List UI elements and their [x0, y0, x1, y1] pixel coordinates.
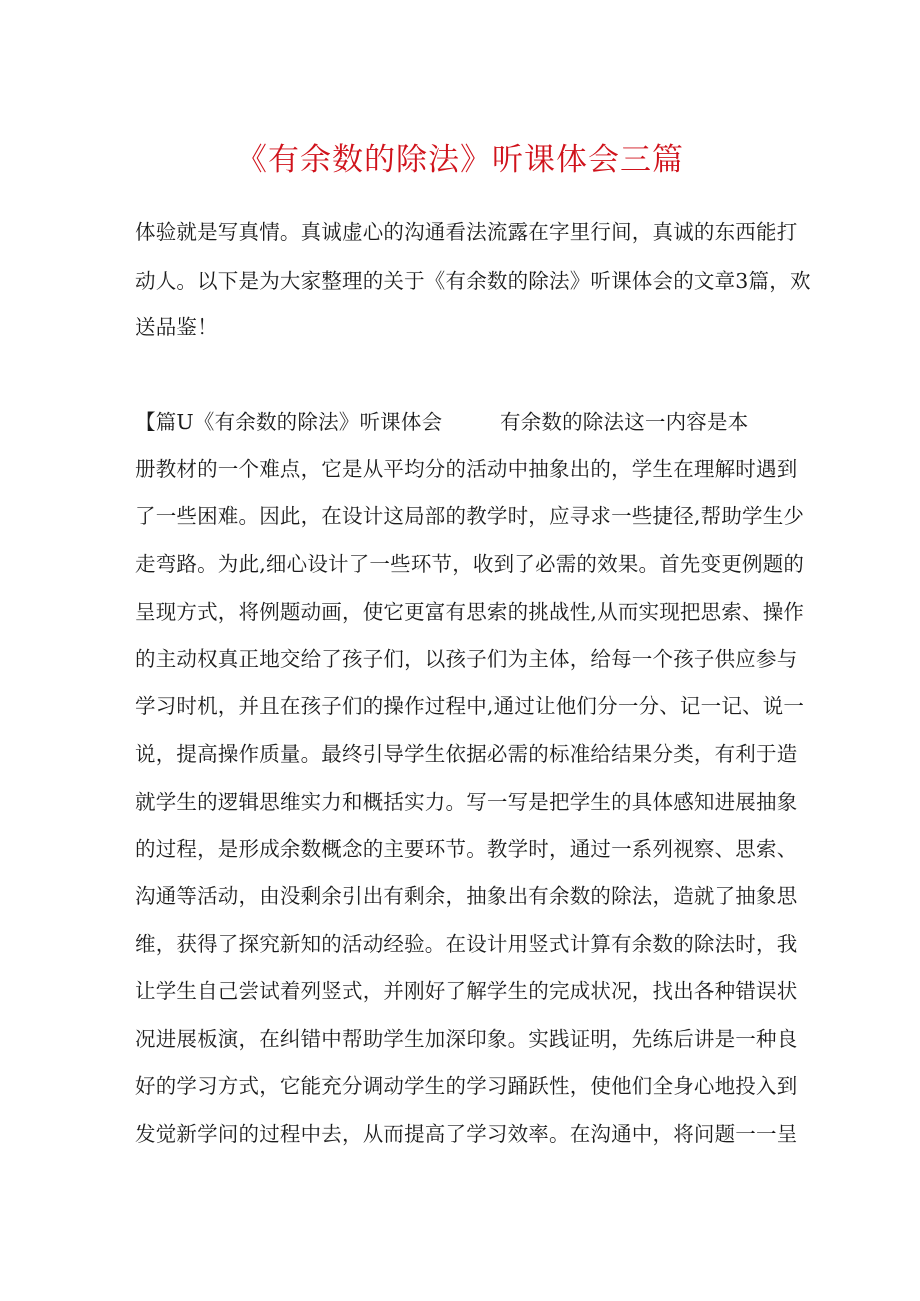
body-line: 维，获得了探究新知的活动经验。在设计用竖式计算有余数的除法时，我 [135, 932, 798, 956]
body-line: 好的学习方式，它能充分调动学生的学习踊跃性，使他们全身心地投入到 [135, 1074, 798, 1098]
body-line: 学习时机，并且在孩子们的操作过程中,通过让他们分一分、记一记、说一 [135, 694, 805, 718]
body-line: 的过程，是形成余数概念的主要环节。教学时，通过一系列视察、思索、 [135, 837, 798, 861]
body-line: 沟通等活动，由没剩余引出有剩余，抽象出有余数的除法，造就了抽象思 [135, 884, 798, 908]
body-line: 让学生自己尝试着列竖式，并刚好了解学生的完成状况，找出各种错误状 [135, 979, 798, 1003]
body-line: 的主动权真正地交给了孩子们，以孩子们为主体，给每一个孩子供应参与 [135, 647, 798, 671]
document-title: 《有余数的除法》听课体会三篇 [236, 142, 684, 178]
intro-line-1: 体验就是写真情。真诚虚心的沟通看法流露在字里行间，真诚的东西能打 [135, 220, 798, 244]
intro-line-3: 送品鉴！ [135, 315, 218, 339]
body-line: 呈现方式，将例题动画，使它更富有思索的挑战性,从而实现把思索、操作 [135, 600, 805, 624]
intro-line-2: 动人。以下是为大家整理的关于《有余数的除法》听课体会的文章3篇，欢 [135, 269, 811, 293]
body-line: 说，提高操作质量。最终引导学生依据必需的标准给结果分类，有利于造 [135, 742, 798, 766]
body-line: 就学生的逻辑思维实力和概括实力。写一写是把学生的具体感知进展抽象 [135, 790, 798, 814]
body-line: 况进展板演，在纠错中帮助学生加深印象。实践证明，先练后讲是一种良 [135, 1027, 798, 1051]
section-first-line-tail: 有余数的除法这一内容是本 [500, 410, 749, 434]
body-line: 走弯路。为此,细心设计了一些环节，收到了必需的效果。首先变更例题的 [135, 552, 805, 576]
body-line: 册教材的一个难点，它是从平均分的活动中抽象出的，学生在理解时遇到 [135, 457, 798, 481]
section-heading: 【篇U《有余数的除法》听课体会 [135, 410, 443, 434]
body-line: 发觉新学问的过程中去，从而提高了学习效率。在沟通中，将问题一一呈 [135, 1122, 798, 1146]
body-line: 了一些困难。因此，在设计这局部的教学时，应寻求一些捷径,帮助学生少 [135, 504, 805, 528]
section-heading-line [135, 402, 795, 442]
